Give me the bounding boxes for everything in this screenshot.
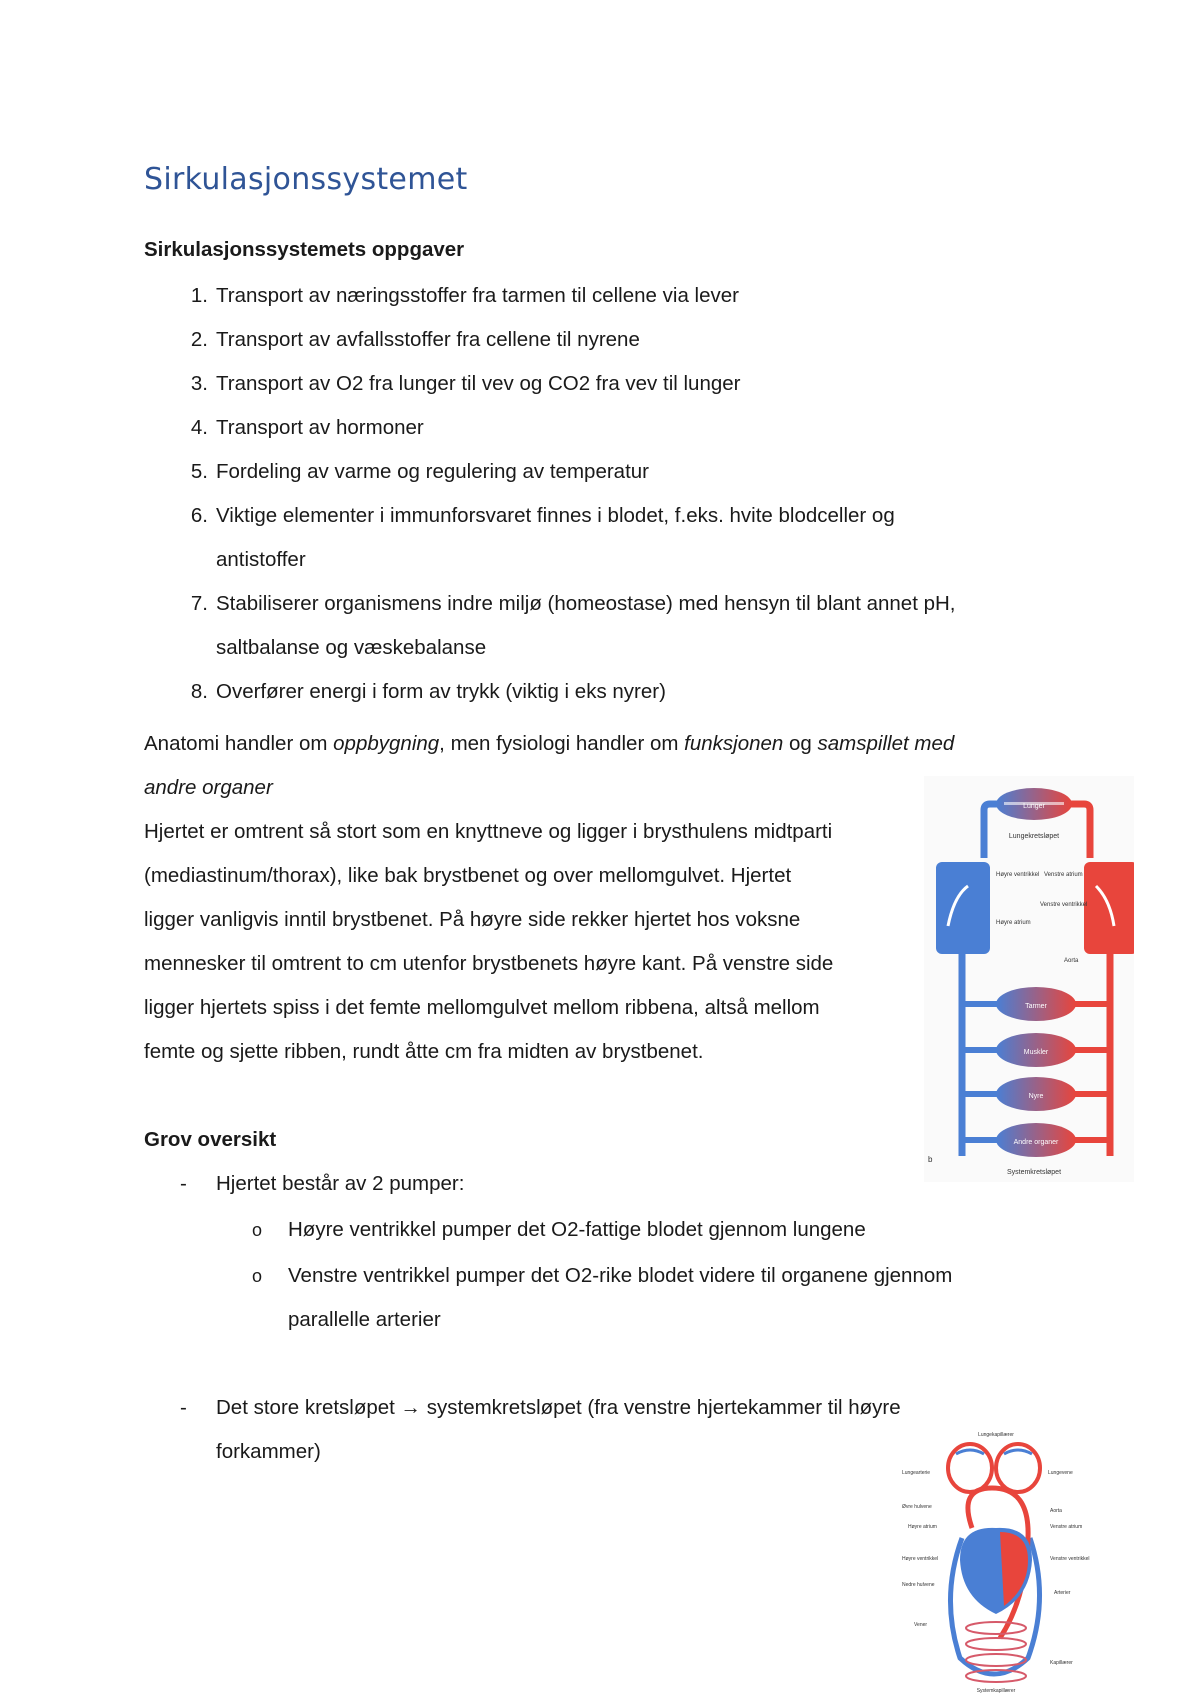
label-lungekretslopet: Lungekretsløpet [1008,833,1060,840]
page-title: Sirkulasjonssystemet [144,162,468,197]
task-item: 6. Viktige elementer i immunforsvaret finnes i blodet, f.eks. hvite blodceller og [144,494,955,538]
task-number: 1. [190,284,208,307]
label-bottom: Systemkapillærer [976,1688,1016,1694]
label-tarmer: Tarmer [1025,1003,1047,1010]
circulation-block-diagram [924,776,1134,1182]
task-item-continuation: antistoffer [216,548,306,571]
label-left6: Vener [914,1622,928,1628]
label-left5: Nedre hulvene [902,1582,935,1588]
label-top: Lungekapillærer [978,1432,1014,1438]
task-item: 4. Transport av hormoner [144,406,955,450]
list-item: o Høyre ventrikkel pumper det O2-fattige blodet gjennom lungene [252,1218,866,1241]
circulation-figure-eight-diagram [900,1428,1100,1696]
label-right4: Venstre ventrikkel [1050,1556,1090,1562]
label-left1: Lungearterie [902,1470,931,1476]
overview-list [144,1162,464,1206]
label-venstre-atrium: Venstre atrium [1044,872,1083,878]
label-lunger: Lunger [1023,803,1045,810]
label-hoyre-ventrikkel: Høyre ventrikkel [996,872,1040,878]
task-number: 5. [190,460,208,483]
task-number: 4. [190,416,208,439]
label-left4: Høyre ventrikkel [902,1556,939,1562]
task-number: 3. [190,372,208,395]
label-left2: Øvre hulvene [902,1504,932,1510]
task-number: 6. [190,504,208,527]
anatomy-paragraph-line1: Anatomi handler om oppbygning, men fysiologi handler om funksjonen og samspillet med [144,732,955,755]
task-number: 8. [190,680,208,703]
list-item: - Det store kretsløpet → systemkretsløpet (fra venstre hjertekammer til høyre [180,1396,901,1419]
label-right3: Venstre atrium [1050,1524,1083,1530]
label-nyre: Nyre [1028,1093,1044,1100]
task-item: 2. Transport av avfallsstoffer fra cellene til nyrene [144,318,955,362]
label-right2: Aorta [1050,1508,1062,1514]
label-right5: Arterier [1054,1590,1071,1596]
section-heading-overview: Grov oversikt [144,1128,277,1151]
task-item: 8. Overfører energi i form av trykk (viktig i eks nyrer) [144,670,955,714]
label-andre-organer: Andre organer [1013,1139,1059,1146]
list-item: - Hjertet består av 2 pumper: [180,1172,465,1195]
task-item: 7. Stabiliserer organismens indre miljø (homeostase) med hensyn til blant annet pH, [144,582,955,626]
right-heart-pump [936,862,990,954]
label-right1: Lungevene [1048,1470,1073,1476]
task-number: 2. [190,328,208,351]
heart-paragraph-line: Hjertet er omtrent så stort som en knyttneve og ligger i brysthulens midtparti [144,820,833,843]
task-list [144,274,955,714]
label-hoyre-atrium: Høyre atrium [996,920,1031,926]
heart-paragraph-line: mennesker til omtrent to cm utenfor brystbenets høyre kant. På venstre side [144,952,834,975]
list-item-continuation: parallelle arterier [288,1308,441,1331]
task-item: 1. Transport av næringsstoffer fra tarmen til cellene via lever [144,274,955,318]
label-muskler: Muskler [1023,1049,1049,1056]
task-item: 3. Transport av O2 fra lunger til vev og CO2 fra vev til lunger [144,362,955,406]
task-number: 7. [190,592,208,615]
task-item: 5. Fordeling av varme og regulering av temperatur [144,450,955,494]
label-right6: Kapillærer [1050,1660,1073,1666]
section-heading-tasks: Sirkulasjonssystemets oppgaver [144,238,465,261]
heart-paragraph-line: (mediastinum/thorax), like bak brystbenet og over mellomgulvet. Hjertet [144,864,792,887]
list-item-continuation: forkammer) [216,1440,321,1463]
task-item-continuation: saltbalanse og væskebalanse [216,636,487,659]
list-item: o Venstre ventrikkel pumper det O2-rike blodet videre til organene gjennom [252,1264,953,1287]
label-systemkretslopet: Systemkretsløpet [1006,1169,1062,1176]
heart-paragraph-line: ligger vanligvis inntil brystbenet. På høyre side rekker hjertet hos voksne [144,908,801,931]
label-left3: Høyre atrium [908,1524,937,1530]
anatomy-paragraph-line2: andre organer [144,776,273,799]
heart-paragraph-line: femte og sjette ribben, rundt åtte cm fra midten av brystbenet. [144,1040,704,1063]
overview-sublist [144,1208,952,1342]
heart-paragraph-line: ligger hjertets spiss i det femte mellomgulvet mellom ribbena, altså mellom [144,996,820,1019]
overview-list-2 [144,1386,901,1474]
label-venstre-ventrikkel: Venstre ventrikkel [1040,902,1088,908]
label-aorta: Aorta [1064,958,1079,964]
label-panel-letter: b [928,1155,933,1164]
